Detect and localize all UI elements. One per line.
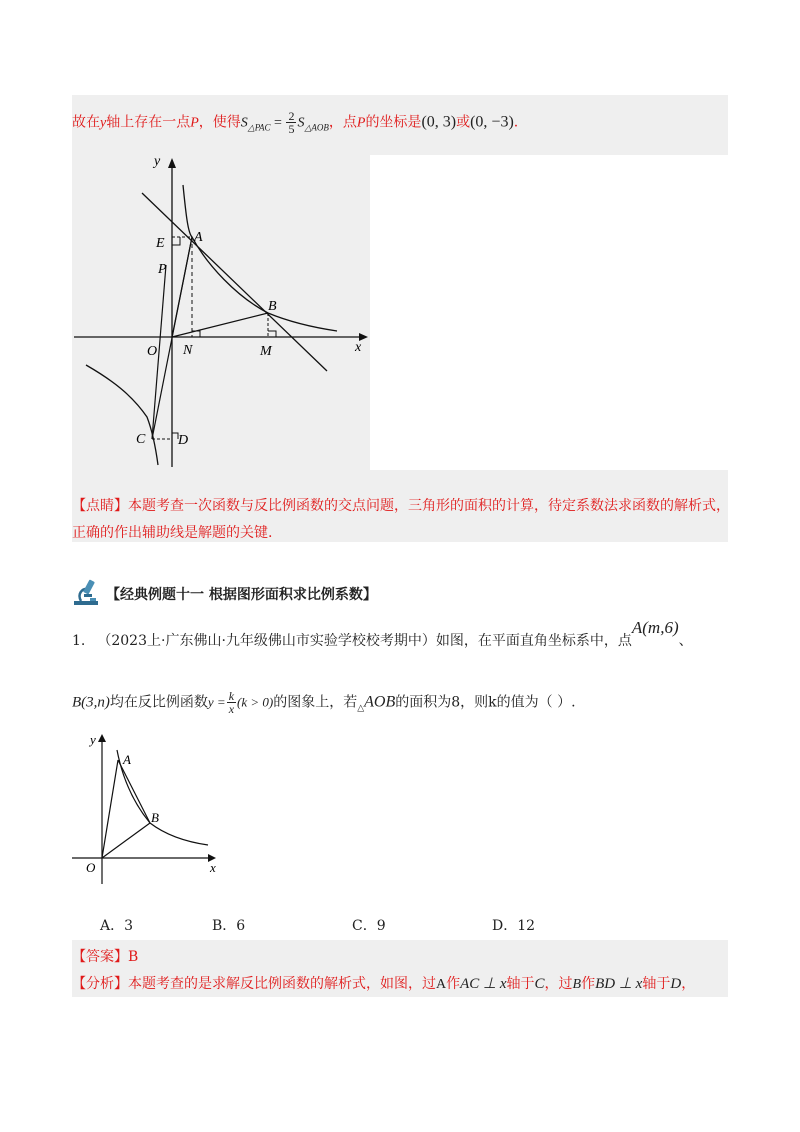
text-segment: 故在 bbox=[72, 114, 100, 131]
label-y: y bbox=[90, 732, 96, 747]
text-segment: 、 bbox=[678, 633, 693, 649]
analysis-line bbox=[72, 973, 695, 993]
solution-conclusion-line bbox=[72, 110, 518, 135]
text-segment: 轴于 bbox=[642, 976, 671, 992]
label-b: B bbox=[268, 299, 277, 314]
hyperbola-first-quadrant bbox=[183, 185, 337, 331]
key-point-bracket: 【点睛】 bbox=[72, 498, 128, 514]
numerator: 2 bbox=[288, 109, 295, 123]
segment-oa bbox=[102, 760, 118, 858]
section-title-text: 【经典例题十一 根据图形面积求比例系数】 bbox=[106, 587, 377, 603]
question-line-1 bbox=[72, 618, 693, 650]
label-x: x bbox=[355, 340, 362, 355]
label-x: x bbox=[210, 860, 216, 875]
math-ac-perp: AC ⊥ x bbox=[460, 976, 507, 992]
label-o: O bbox=[147, 344, 158, 359]
text-segment: ， bbox=[681, 976, 696, 992]
subscript-aob: △AOB bbox=[304, 122, 329, 133]
text-segment: 或 bbox=[456, 114, 471, 131]
numerator: k bbox=[228, 689, 235, 703]
text-segment: 作 bbox=[581, 976, 596, 992]
math-s-pac: S bbox=[240, 115, 248, 131]
question-text: （2023上·广东佛山·九年级佛山市实验学校校考期中）如图，在平面直角坐标系中，点 bbox=[97, 633, 632, 649]
label-b: B bbox=[151, 810, 159, 825]
option-a[interactable]: A．3 bbox=[100, 918, 134, 934]
math-bd-perp: BD ⊥ x bbox=[595, 976, 643, 992]
answer-line: 【答案】B bbox=[72, 949, 139, 965]
key-point-text: 本题考查一次函数与反比例函数的交点问题，三角形的面积的计算，待定系数法求函数的解析式， bbox=[128, 498, 730, 514]
solution-conclusion-block bbox=[72, 95, 728, 155]
analysis-bracket: 【分析】 bbox=[72, 976, 128, 992]
math-p: P bbox=[190, 115, 199, 131]
figure-hyperbola-triangle bbox=[72, 155, 370, 470]
text-segment: 作 bbox=[446, 976, 461, 992]
answer-analysis-block bbox=[72, 940, 728, 997]
math-s-aob: S bbox=[297, 115, 305, 131]
right-angle-e bbox=[172, 237, 180, 245]
option-b[interactable]: B．6 bbox=[212, 918, 246, 934]
segment-ob bbox=[102, 823, 150, 858]
key-point-block bbox=[72, 470, 728, 542]
label-m: M bbox=[260, 344, 272, 359]
option-d[interactable]: D．12 bbox=[492, 918, 536, 934]
text-segment: 的面积为8，则k的值为（ ）. bbox=[395, 694, 576, 711]
key-point-line-1 bbox=[72, 495, 730, 515]
text-segment: 轴上存在一点 bbox=[106, 114, 191, 131]
text-segment: ，点 bbox=[328, 114, 357, 131]
question-number: 1. bbox=[72, 633, 86, 649]
text-segment: 轴于 bbox=[506, 976, 535, 992]
analysis-text: 本题考查的是求解反比例函数的解析式，如图，过 bbox=[128, 976, 436, 992]
text-segment: ，使得 bbox=[198, 114, 241, 131]
line-ab bbox=[142, 193, 327, 371]
y-axis-arrow-icon bbox=[168, 158, 176, 168]
hyperbola-third-quadrant bbox=[86, 365, 158, 465]
triangle-aob: AOB bbox=[364, 693, 396, 711]
figure-question-graph bbox=[72, 726, 232, 886]
denominator: 5 bbox=[288, 122, 295, 136]
key-point-line-2: 正确的作出辅助线是解题的关键. bbox=[72, 525, 273, 541]
math-y: y bbox=[100, 115, 107, 131]
math-a: A bbox=[436, 977, 447, 992]
question-line-2 bbox=[72, 690, 576, 715]
text-segment: 均在反比例函数 bbox=[109, 694, 208, 711]
option-c[interactable]: C．9 bbox=[352, 918, 386, 934]
math-d: D bbox=[670, 976, 682, 992]
y-axis-arrow-icon bbox=[98, 734, 106, 742]
label-a: A bbox=[194, 230, 203, 245]
figure-2-svg bbox=[72, 726, 232, 886]
microscope-icon bbox=[72, 578, 102, 606]
text-segment: 的坐标是 bbox=[365, 114, 422, 131]
equals-sign: = bbox=[270, 115, 286, 131]
point-a-coords: A(m,6) bbox=[631, 618, 679, 637]
figure-1-svg bbox=[72, 155, 370, 470]
text-segment: . bbox=[513, 114, 519, 131]
label-d: D bbox=[178, 433, 189, 448]
label-c: C bbox=[136, 432, 146, 447]
label-e: E bbox=[156, 236, 165, 251]
label-y: y bbox=[154, 155, 161, 169]
function-lhs: y = bbox=[207, 694, 226, 710]
segment-ob bbox=[172, 313, 268, 337]
coordinate-0-neg3: (0, −3) bbox=[470, 113, 514, 131]
point-b-coords: B(3,n) bbox=[72, 694, 110, 711]
denominator: x bbox=[228, 702, 235, 716]
label-n: N bbox=[183, 343, 193, 358]
triangle-symbol: △ bbox=[357, 703, 365, 714]
coordinate-0-3: (0, 3) bbox=[421, 113, 457, 131]
label-a: A bbox=[123, 752, 131, 767]
label-o: O bbox=[86, 860, 96, 875]
text-segment: ，过 bbox=[544, 976, 573, 992]
math-c: C bbox=[534, 976, 545, 992]
function-condition: (k > 0) bbox=[237, 694, 274, 710]
segment-ab bbox=[118, 760, 150, 823]
math-p: P bbox=[356, 115, 366, 131]
subscript-pac: △PAC bbox=[247, 122, 271, 133]
label-p: P bbox=[158, 262, 167, 277]
fraction-two-fifths bbox=[286, 110, 296, 135]
right-angle-m bbox=[268, 331, 276, 337]
math-b: B bbox=[572, 977, 582, 992]
fraction-k-over-x bbox=[227, 690, 236, 715]
text-segment: 的图象上，若 bbox=[273, 694, 358, 711]
